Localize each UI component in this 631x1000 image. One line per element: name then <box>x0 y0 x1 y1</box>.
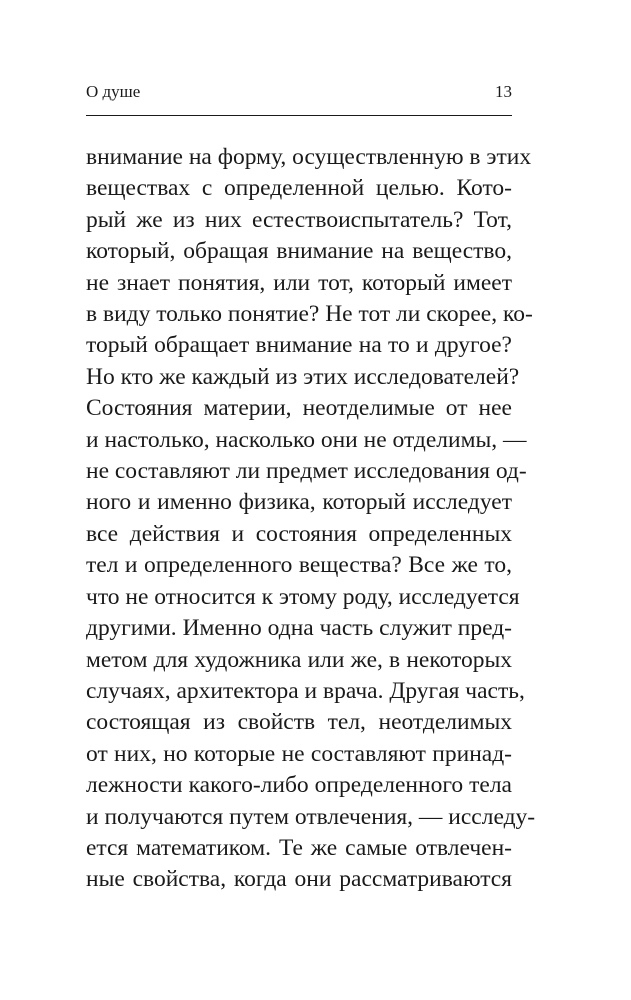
running-head-title: О душе <box>86 82 141 101</box>
text-line: лежности какого-либо определенного тела <box>86 772 512 799</box>
text-line: веществах с определенной целью. Кото- <box>86 175 512 202</box>
text-line: другими. Именно одна часть служит пред- <box>86 615 512 642</box>
text-line: метом для художника или же, в некоторых <box>86 646 512 673</box>
text-line: ется математиком. Те же самые отвлечен- <box>86 834 512 861</box>
text-line: все действия и состояния определенных <box>86 520 512 547</box>
text-line: Состояния материи, неотделимые от нее <box>86 395 512 422</box>
body-text <box>86 142 536 896</box>
text-line: Но кто же каждый из этих исследователей? <box>86 363 520 390</box>
text-line: ные свойства, когда они рассматриваются <box>86 866 512 893</box>
text-line: не составляют ли предмет исследования од- <box>86 458 527 485</box>
text-line: который, обращая внимание на вещество, <box>86 238 512 265</box>
text-line: состоящая из свойств тел, неотделимых <box>86 709 512 736</box>
text-line: внимание на форму, осуществленную в этих <box>86 144 532 170</box>
text-line: торый обращает внимание на то и другое? <box>86 332 512 359</box>
text-line: что не относится к этому роду, исследуется <box>86 583 520 610</box>
header-rule <box>86 115 512 116</box>
text-line: и настолько, насколько они не отделимы, — <box>86 426 527 453</box>
text-line: тел и определенного вещества? Все же то, <box>86 552 512 579</box>
text-line: и получаются путем отвлечения, — исследу- <box>86 803 536 830</box>
text-line: рый же из них естествоиспытатель? Тот, <box>86 206 512 233</box>
page-number: 13 <box>495 82 512 101</box>
text-line: случаях, архитектора и врача. Другая часть, <box>86 677 525 704</box>
running-head <box>86 82 512 106</box>
text-line: от них, но которые не составляют принад- <box>86 740 512 767</box>
text-line: в виду только понятие? Не тот ли скорее, ко- <box>86 301 533 328</box>
text-line: ного и именно физика, который исследует <box>86 489 512 516</box>
text-line: не знает понятия, или тот, который имеет <box>86 269 512 296</box>
